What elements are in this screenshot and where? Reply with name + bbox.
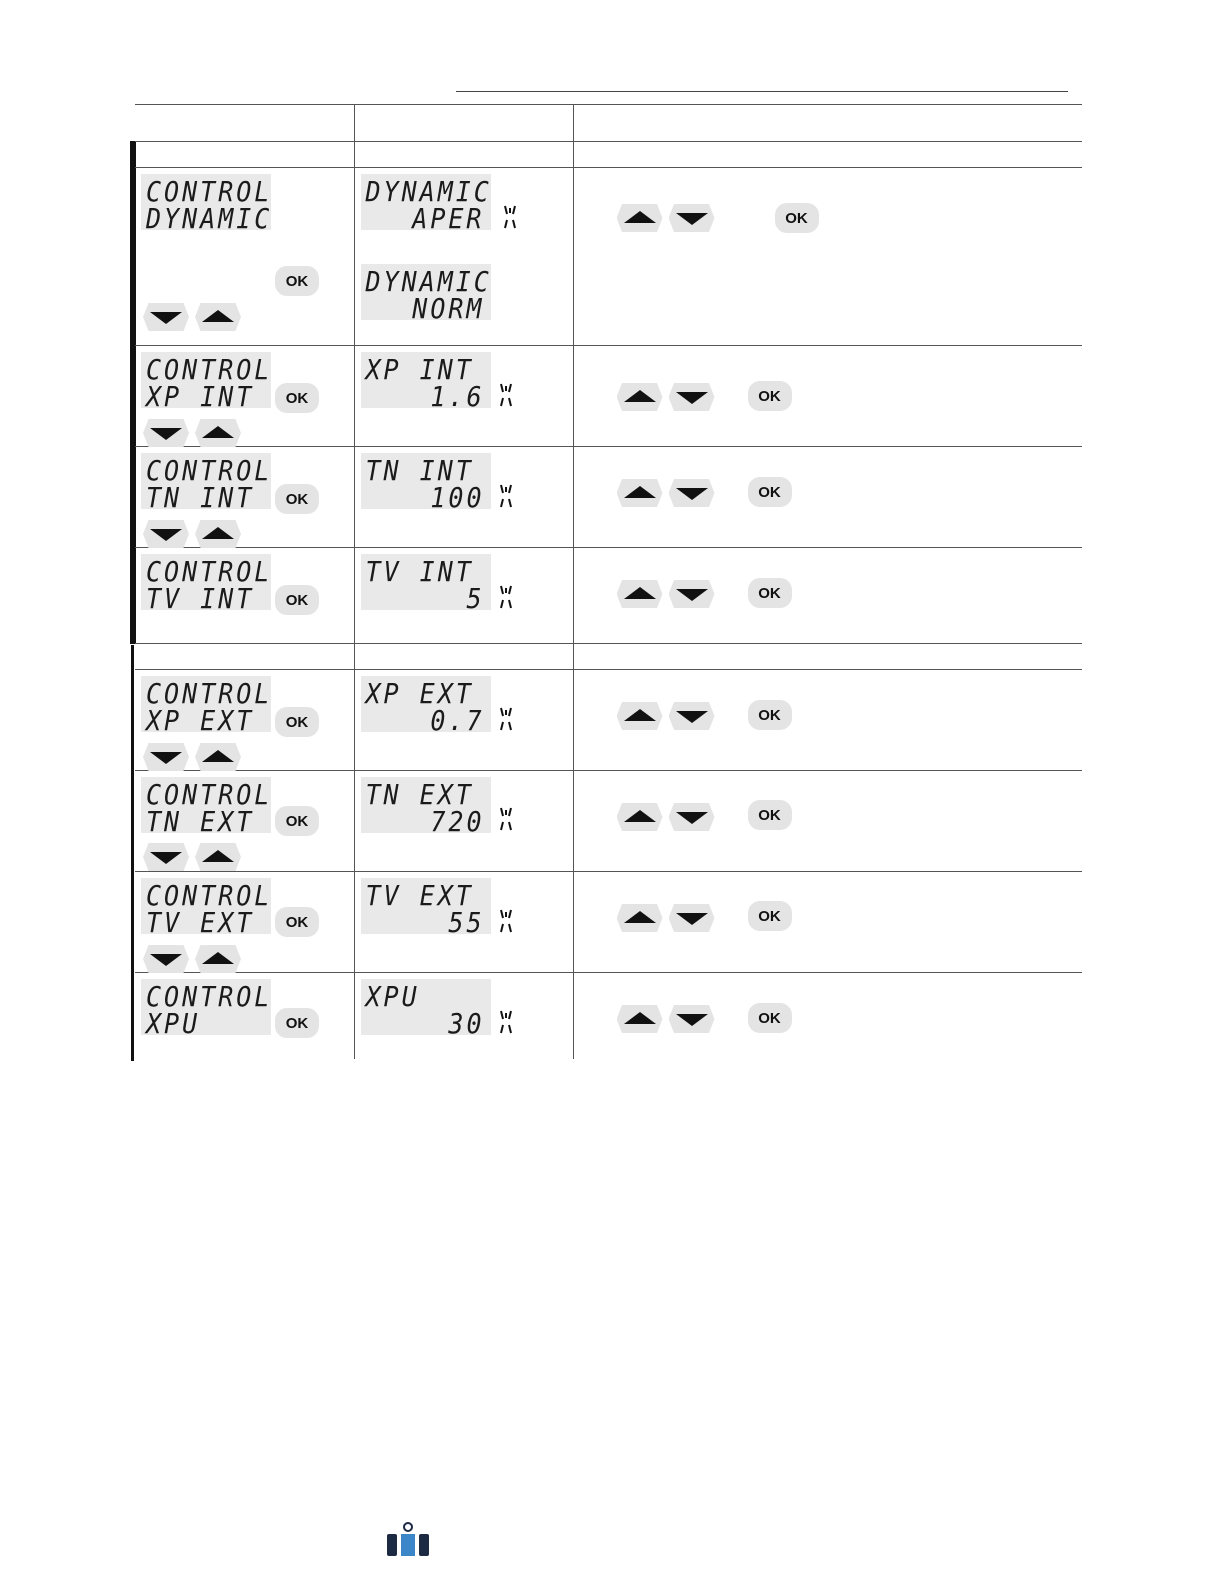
up-button[interactable] (195, 419, 241, 447)
up-arrow-icon (620, 807, 660, 827)
lcd-line-1: TV EXT (365, 879, 474, 912)
lcd-line-2: 55 (448, 906, 485, 939)
down-button[interactable] (669, 580, 715, 608)
value-cell (354, 771, 573, 872)
ok-button[interactable]: OK (275, 1008, 319, 1038)
table-row (135, 447, 1082, 548)
section-row-external (135, 644, 1082, 670)
ok-button[interactable]: OK (275, 806, 319, 836)
down-arrow-icon (672, 483, 712, 503)
ok-button[interactable]: OK (275, 707, 319, 737)
lcd-line-2: NORM (412, 292, 485, 325)
lcd-display (141, 174, 273, 235)
down-button[interactable] (669, 803, 715, 831)
down-arrow-icon (672, 908, 712, 928)
header-cell-menu (135, 105, 354, 142)
lcd-display (141, 979, 273, 1040)
menu-cell (135, 670, 354, 771)
lcd-display (141, 453, 273, 514)
lcd-line-2: XP INT (146, 380, 255, 413)
lcd-line-2: XP EXT (146, 704, 255, 737)
lcd-line-1: CONTROL (146, 879, 273, 912)
lcd-display (141, 676, 273, 737)
up-button[interactable] (617, 204, 663, 232)
description-cell (573, 872, 1082, 973)
down-button[interactable] (669, 1005, 715, 1033)
down-arrow-icon (672, 1009, 712, 1029)
menu-cell (135, 447, 354, 548)
up-button[interactable] (617, 702, 663, 730)
description-cell (573, 771, 1082, 872)
table-row (135, 346, 1082, 447)
value-cell (354, 670, 573, 771)
down-button[interactable] (669, 702, 715, 730)
table-row (135, 548, 1082, 644)
description-cell (573, 346, 1082, 447)
down-button[interactable] (669, 383, 715, 411)
down-button[interactable] (143, 743, 189, 771)
down-button[interactable] (669, 204, 715, 232)
up-button[interactable] (195, 303, 241, 331)
value-cell (354, 168, 573, 346)
company-logo-icon (386, 1520, 430, 1558)
down-arrow-icon (146, 524, 186, 544)
up-arrow-icon (198, 747, 238, 767)
lcd-display (141, 878, 273, 939)
lcd-display (361, 453, 491, 514)
lcd-line-1: CONTROL (146, 175, 273, 208)
down-arrow-icon (672, 706, 712, 726)
down-arrow-icon (672, 584, 712, 604)
lcd-line-1: TN EXT (365, 778, 474, 811)
ok-button[interactable]: OK (748, 477, 792, 507)
ok-button[interactable]: OK (748, 800, 792, 830)
ok-button[interactable]: OK (275, 585, 319, 615)
table-row (135, 670, 1082, 771)
ok-button[interactable]: OK (748, 1003, 792, 1033)
settings-table (135, 104, 1082, 1059)
table-row (135, 771, 1082, 872)
lcd-line-2: DYNAMIC (146, 202, 273, 235)
ok-button[interactable]: OK (748, 381, 792, 411)
lcd-display (141, 777, 273, 838)
blinking-indicator-icon (491, 804, 521, 834)
lcd-line-2: TN EXT (146, 805, 255, 838)
blinking-indicator-icon (491, 481, 521, 511)
section-bar-external (131, 645, 134, 1061)
lcd-line-1: TN INT (365, 454, 474, 487)
up-button[interactable] (195, 520, 241, 548)
ok-button[interactable]: OK (748, 700, 792, 730)
up-arrow-icon (620, 706, 660, 726)
blinking-indicator-icon (495, 202, 525, 232)
up-button[interactable] (617, 1005, 663, 1033)
menu-cell (135, 973, 354, 1060)
lcd-line-1: CONTROL (146, 555, 273, 588)
up-button[interactable] (195, 743, 241, 771)
lcd-line-2: APER (412, 202, 485, 235)
ok-button[interactable]: OK (275, 484, 319, 514)
header-cell-description (573, 105, 1082, 142)
lcd-line-1: XPU (365, 980, 420, 1013)
lcd-display (361, 777, 491, 838)
down-arrow-icon (146, 423, 186, 443)
down-button[interactable] (143, 303, 189, 331)
value-cell (354, 973, 573, 1060)
header-rule (456, 91, 1068, 92)
header-cell-value (354, 105, 573, 142)
menu-cell (135, 548, 354, 644)
up-arrow-icon (198, 307, 238, 327)
lcd-display-alternate (361, 264, 492, 325)
up-button[interactable] (617, 479, 663, 507)
down-arrow-icon (146, 949, 186, 969)
lcd-line-1: CONTROL (146, 778, 273, 811)
lcd-display (361, 554, 491, 615)
lcd-line-1: TV INT (365, 555, 474, 588)
up-arrow-icon (198, 524, 238, 544)
lcd-display (361, 352, 491, 413)
table-header-row (135, 105, 1082, 142)
lcd-line-2: XPU (146, 1007, 201, 1040)
value-cell (354, 346, 573, 447)
blinking-indicator-icon (491, 1007, 521, 1037)
up-button[interactable] (195, 945, 241, 973)
section-row-internal (135, 142, 1082, 168)
lcd-display (361, 676, 491, 737)
ok-button[interactable]: OK (748, 578, 792, 608)
down-button[interactable] (669, 479, 715, 507)
down-arrow-icon (672, 387, 712, 407)
down-button[interactable] (669, 904, 715, 932)
value-cell (354, 548, 573, 644)
down-arrow-icon (146, 747, 186, 767)
menu-cell (135, 872, 354, 973)
down-button[interactable] (143, 843, 189, 871)
table-row (135, 168, 1082, 346)
lcd-line-2: 1.6 (430, 380, 485, 413)
lcd-line-1: DYNAMIC (365, 265, 492, 298)
down-arrow-icon (146, 307, 186, 327)
description-cell (573, 168, 1082, 346)
description-cell (573, 670, 1082, 771)
up-arrow-icon (198, 949, 238, 969)
blinking-indicator-icon (491, 380, 521, 410)
description-cell (573, 973, 1082, 1060)
up-button[interactable] (617, 383, 663, 411)
down-arrow-icon (672, 807, 712, 827)
description-cell (573, 447, 1082, 548)
up-arrow-icon (198, 423, 238, 443)
table-row (135, 872, 1082, 973)
up-button[interactable] (195, 843, 241, 871)
blinking-indicator-icon (491, 906, 521, 936)
menu-cell (135, 346, 354, 447)
lcd-line-1: CONTROL (146, 353, 273, 386)
lcd-display (141, 554, 273, 615)
lcd-line-2: 0.7 (430, 704, 485, 737)
lcd-display (361, 174, 492, 235)
ok-button[interactable]: OK (748, 901, 792, 931)
description-cell (573, 548, 1082, 644)
lcd-line-2: 720 (430, 805, 485, 838)
ok-button[interactable]: OK (275, 907, 319, 937)
up-arrow-icon (620, 387, 660, 407)
lcd-line-2: 5 (466, 582, 485, 615)
up-button[interactable] (617, 803, 663, 831)
lcd-line-2: TN INT (146, 481, 255, 514)
lcd-line-1: XP EXT (365, 677, 474, 710)
down-arrow-icon (146, 847, 186, 867)
lcd-line-2: TV INT (146, 582, 255, 615)
lcd-line-1: CONTROL (146, 980, 273, 1013)
lcd-line-2: TV EXT (146, 906, 255, 939)
value-cell (354, 872, 573, 973)
menu-cell (135, 771, 354, 872)
ok-button[interactable]: OK (275, 266, 319, 296)
up-button[interactable] (617, 580, 663, 608)
lcd-line-1: CONTROL (146, 454, 273, 487)
up-arrow-icon (620, 584, 660, 604)
lcd-display (361, 878, 491, 939)
blinking-indicator-icon (491, 704, 521, 734)
up-arrow-icon (620, 208, 660, 228)
down-arrow-icon (672, 208, 712, 228)
up-arrow-icon (620, 908, 660, 928)
value-cell (354, 447, 573, 548)
ok-button[interactable]: OK (775, 203, 819, 233)
lcd-line-1: DYNAMIC (365, 175, 492, 208)
lcd-line-2: 100 (430, 481, 485, 514)
down-button[interactable] (143, 419, 189, 447)
up-arrow-icon (620, 1009, 660, 1029)
blinking-indicator-icon (491, 582, 521, 612)
lcd-display (141, 352, 273, 413)
menu-cell (135, 168, 354, 346)
up-arrow-icon (198, 847, 238, 867)
up-arrow-icon (620, 483, 660, 503)
table-row (135, 973, 1082, 1060)
down-button[interactable] (143, 520, 189, 548)
down-button[interactable] (143, 945, 189, 973)
lcd-line-1: XP INT (365, 353, 474, 386)
lcd-line-1: CONTROL (146, 677, 273, 710)
lcd-line-2: 30 (448, 1007, 485, 1040)
lcd-display (361, 979, 491, 1040)
ok-button[interactable]: OK (275, 383, 319, 413)
up-button[interactable] (617, 904, 663, 932)
